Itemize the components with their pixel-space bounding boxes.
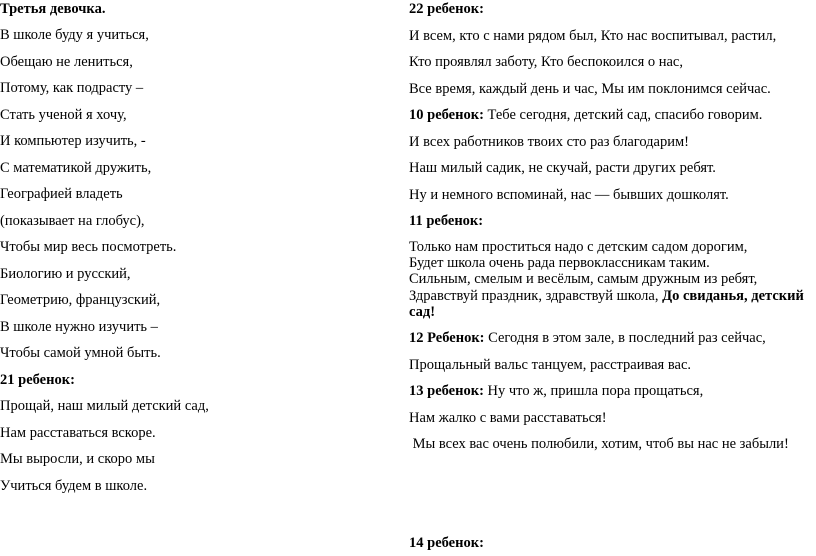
poem-line: И всем, кто с нами рядом был, Кто нас воспитывал, растил,: [409, 28, 777, 44]
poem-text: Здравствуй праздник, здравствуй школа,: [409, 288, 663, 304]
poem-line: Чтобы самой умной быть.: [0, 345, 161, 361]
poem-line: Наш милый садик, не скучай, расти других ребят.: [409, 160, 716, 176]
poem-line: Кто проявлял заботу, Кто беспокоился о нас,: [409, 54, 683, 70]
poem-line: С математикой дружить,: [0, 160, 152, 176]
heading-child-22: 22 ребенок:: [409, 1, 484, 17]
heading-child-11: 11 ребенок:: [409, 213, 484, 229]
heading-third-girl: Третья девочка.: [0, 1, 106, 17]
poem-line: Мы всех вас очень полюбили, хотим, чтоб вы нас не забыли!: [409, 436, 789, 452]
poem-line: (показывает на глобус),: [0, 213, 145, 229]
heading-child-14: 14 ребенок:: [409, 535, 484, 551]
poem-line: Мы выросли, и скоро мы: [0, 451, 155, 467]
poem-line: Нам жалко с вами расставаться!: [409, 410, 607, 426]
poem-line: Биологию и русский,: [0, 266, 131, 282]
poem-line: Прощальный вальс танцуем, расстраивая вас.: [409, 357, 692, 373]
poem-text-bold-wrap: сад!: [409, 304, 436, 320]
poem-line: Будет школа очень рада первоклассникам таким.: [409, 255, 710, 271]
poem-line: И компьютер изучить, -: [0, 133, 146, 149]
poem-line: Чтобы мир весь посмотреть.: [0, 239, 177, 255]
poem-line: Геометрию, французский,: [0, 292, 161, 308]
poem-line: Географией владеть: [0, 186, 123, 202]
poem-line: Обещаю не лениться,: [0, 54, 133, 70]
poem-line: Учиться будем в школе.: [0, 478, 148, 494]
poem-line: В школе нужно изучить –: [0, 319, 158, 335]
poem-line: И всех работников твоих сто раз благодарим!: [409, 134, 689, 150]
child-10-text: Тебе сегодня, детский сад, спасибо говорим.: [483, 107, 763, 123]
poem-text-bold: До свиданья, детский: [662, 288, 804, 304]
poem-line: Ну и немного вспоминай, нас — бывших дошколят.: [409, 187, 729, 203]
child-13-text: Ну что ж, пришла пора прощаться,: [483, 383, 704, 399]
poem-line: Только нам проститься надо с детским садом дорогим,: [409, 239, 748, 255]
child-10-line: [409, 107, 762, 124]
poem-line: Нам расставаться вскоре.: [0, 425, 156, 441]
child-13-line: [409, 383, 703, 400]
poem-line: Все время, каждый день и час, Мы им поклонимся сейчас.: [409, 81, 771, 97]
poem-line: В школе буду я учиться,: [0, 27, 149, 43]
label-child-10: 10 ребенок:: [409, 107, 484, 123]
poem-line: Прощай, наш милый детский сад,: [0, 398, 209, 414]
heading-child-21: 21 ребенок:: [0, 372, 75, 388]
poem-line: Потому, как подрасту –: [0, 80, 144, 96]
poem-line: Сильным, смелым и весёлым, самым дружным из ребят,: [409, 271, 758, 287]
label-child-12: 12 Ребенок:: [409, 330, 485, 346]
child-12-text: Сегодня в этом зале, в последний раз сейчас,: [484, 330, 766, 346]
child-12-line: [409, 330, 766, 347]
label-child-13: 13 ребенок:: [409, 383, 484, 399]
poem-line: Стать ученой я хочу,: [0, 107, 127, 123]
poem-line-mixed: [409, 288, 804, 305]
